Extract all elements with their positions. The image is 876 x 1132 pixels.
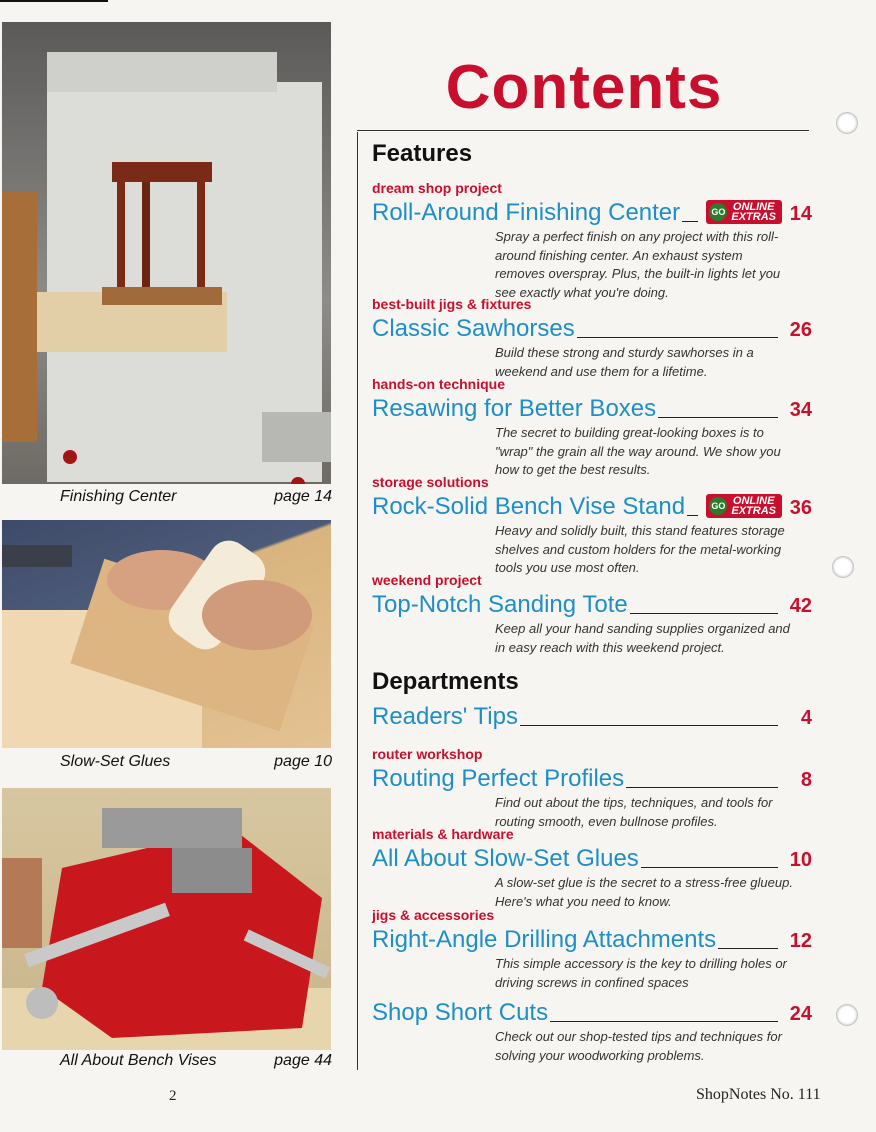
leader-line [718, 948, 778, 949]
leader-line [641, 867, 778, 868]
leader-line [626, 787, 778, 788]
caption-text: Finishing Center [60, 488, 177, 505]
finishing-center-photo [2, 22, 331, 484]
entry-kicker: best-built jigs & fixtures [372, 296, 532, 312]
go-icon: GO [709, 203, 727, 221]
page-number: 2 [169, 1088, 177, 1104]
entry-description: This simple accessory is the key to drilling holes or driving screws in confined spaces [495, 956, 787, 990]
photo-caption-3 [60, 1052, 332, 1070]
issue-label: ShopNotes No. 111 [696, 1086, 821, 1103]
entry-title[interactable]: Readers' Tips [372, 703, 518, 730]
features-heading: Features [372, 140, 473, 167]
entry-description: Keep all your hand sanding supplies organized and in easy reach with this weekend project. [495, 621, 790, 655]
caption-page: page 44 [274, 1052, 332, 1069]
entry-kicker: weekend project [372, 572, 482, 588]
entry-title[interactable]: Rock-Solid Bench Vise Stand [372, 493, 686, 520]
toc-entry[interactable] [372, 700, 812, 732]
caption-text: All About Bench Vises [60, 1052, 217, 1069]
entry-description: Find out about the tips, techniques, and tools for routing smooth, even bullnose profiles. [495, 795, 773, 829]
entry-page-number: 42 [789, 595, 812, 617]
leader-line [577, 337, 778, 338]
entry-description: Spray a perfect finish on any project with this roll-around finishing center. An exhaust system removes overspray. Plus, the built-in lights let you see exactly what you're doing. [495, 229, 781, 300]
entry-kicker: dream shop project [372, 180, 502, 196]
top-rule [0, 0, 108, 2]
entry-page-number: 12 [789, 930, 812, 952]
departments-heading: Departments [372, 668, 519, 695]
column-divider [357, 132, 358, 1070]
toc-entry[interactable] [372, 907, 812, 992]
entry-page-number: 24 [789, 1003, 812, 1025]
entry-description: The secret to building great-looking boxes is to "wrap" the grain all the way around. We show you how to get the best results. [495, 425, 781, 477]
badge-line1: ONLINE [732, 495, 775, 507]
entry-kicker: jigs & accessories [372, 907, 495, 923]
binder-hole [836, 1004, 858, 1026]
entry-page-number: 14 [789, 203, 812, 225]
toc-entry[interactable] [372, 296, 812, 381]
entry-title[interactable]: Classic Sawhorses [372, 315, 575, 342]
badge-line2: EXTRAS [731, 211, 776, 223]
photo-caption-1 [60, 488, 332, 506]
bench-vise-illustration [2, 788, 331, 1050]
entry-title[interactable]: Resawing for Better Boxes [372, 395, 657, 422]
glue-bottle-illustration [2, 520, 331, 748]
entry-description: Check out our shop-tested tips and techniques for solving your woodworking problems. [495, 1029, 782, 1063]
photo-caption-2 [60, 753, 332, 771]
leader-line [682, 221, 698, 222]
entry-kicker: router workshop [372, 746, 483, 762]
toc-entry[interactable] [372, 996, 812, 1065]
caption-page: page 10 [274, 753, 332, 770]
entry-page-number: 4 [800, 707, 812, 729]
slow-set-glues-photo [2, 520, 331, 748]
leader-line [687, 515, 698, 516]
entry-description: A slow-set glue is the secret to a stress-free glueup. Here's what you need to know. [495, 875, 793, 909]
caption-text: Slow-Set Glues [60, 753, 171, 770]
leader-line [550, 1021, 778, 1022]
toc-entry[interactable] [372, 746, 812, 831]
finishing-center-illustration [2, 22, 331, 484]
caption-page: page 14 [274, 488, 332, 505]
entry-title[interactable]: All About Slow-Set Glues [372, 845, 639, 872]
entry-page-number: 26 [789, 319, 812, 341]
leader-line [520, 725, 778, 726]
entry-page-number: 8 [800, 769, 812, 791]
binder-hole [836, 112, 858, 134]
entry-title[interactable]: Top-Notch Sanding Tote [372, 591, 628, 618]
toc-entry[interactable] [372, 474, 812, 578]
entry-page-number: 34 [789, 399, 812, 421]
binder-hole [832, 556, 854, 578]
title-rule [357, 130, 809, 131]
entry-title[interactable]: Right-Angle Drilling Attachments [372, 926, 717, 953]
go-icon: GO [709, 497, 727, 515]
entry-title[interactable]: Roll-Around Finishing Center [372, 199, 681, 226]
entry-title[interactable]: Shop Short Cuts [372, 999, 549, 1026]
entry-page-number: 10 [789, 849, 812, 871]
bench-vise-photo [2, 788, 331, 1050]
badge-line2: EXTRAS [731, 505, 776, 517]
toc-entry[interactable] [372, 572, 812, 657]
page-title: Contents [445, 53, 723, 122]
entry-title[interactable]: Routing Perfect Profiles [372, 765, 625, 792]
toc-entry[interactable] [372, 376, 812, 480]
toc-entry[interactable] [372, 180, 812, 302]
leader-line [630, 613, 778, 614]
entry-description: Heavy and solidly built, this stand features storage shelves and custom holders for the metal-working tools you use most often. [495, 523, 785, 575]
entry-kicker: storage solutions [372, 474, 489, 490]
entry-kicker: materials & hardware [372, 826, 514, 842]
online-extras-badge[interactable] [706, 494, 782, 518]
entry-description: Build these strong and sturdy sawhorses in a weekend and use them for a lifetime. [495, 345, 754, 379]
badge-line1: ONLINE [732, 201, 775, 213]
online-extras-badge[interactable] [706, 200, 782, 224]
entry-page-number: 36 [789, 497, 812, 519]
leader-line [658, 417, 778, 418]
toc-entry[interactable] [372, 826, 812, 911]
entry-kicker: hands-on technique [372, 376, 505, 392]
